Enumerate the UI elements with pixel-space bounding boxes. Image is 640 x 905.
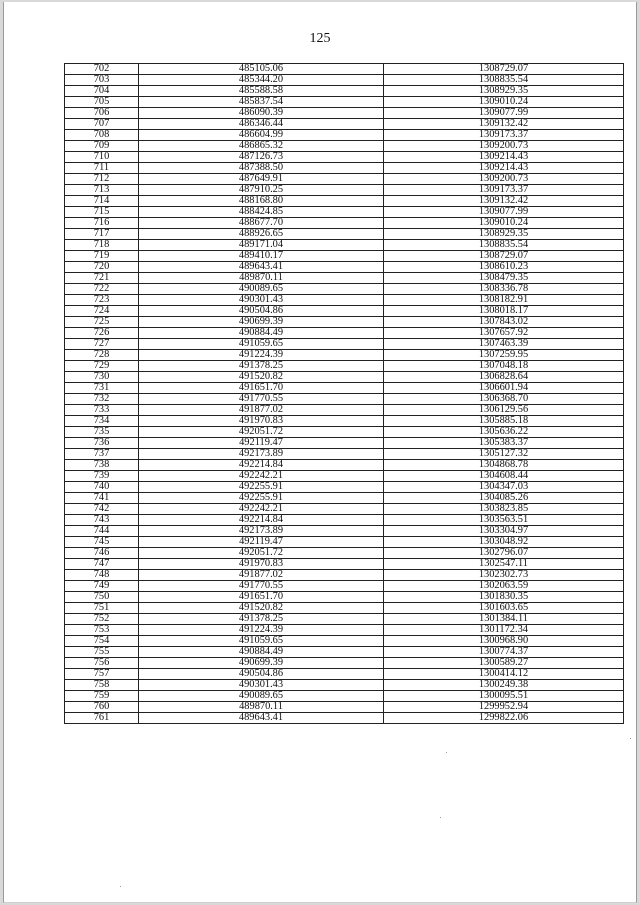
x-coordinate-cell: 491059.65	[139, 339, 384, 350]
table-row	[65, 493, 624, 504]
table-row	[65, 207, 624, 218]
y-coordinate-cell: 1308610.23	[384, 262, 624, 273]
scan-speck	[120, 886, 121, 887]
point-number-cell: 732	[65, 394, 139, 405]
table-row	[65, 174, 624, 185]
table-row	[65, 559, 624, 570]
point-number-cell: 719	[65, 251, 139, 262]
y-coordinate-cell: 1307843.02	[384, 317, 624, 328]
point-number-cell: 739	[65, 471, 139, 482]
y-coordinate-cell: 1304085.26	[384, 493, 624, 504]
point-number-cell: 744	[65, 526, 139, 537]
table-row	[65, 229, 624, 240]
x-coordinate-cell: 491651.70	[139, 592, 384, 603]
coordinates-table-body	[65, 64, 624, 724]
x-coordinate-cell: 492214.84	[139, 460, 384, 471]
x-coordinate-cell: 487649.91	[139, 174, 384, 185]
y-coordinate-cell: 1305383.37	[384, 438, 624, 449]
table-row	[65, 515, 624, 526]
table-row	[65, 361, 624, 372]
x-coordinate-cell: 492242.21	[139, 471, 384, 482]
document-page	[3, 2, 637, 903]
y-coordinate-cell: 1307048.18	[384, 361, 624, 372]
point-number-cell: 706	[65, 108, 139, 119]
x-coordinate-cell: 490301.43	[139, 295, 384, 306]
point-number-cell: 713	[65, 185, 139, 196]
x-coordinate-cell: 490089.65	[139, 691, 384, 702]
table-row	[65, 691, 624, 702]
x-coordinate-cell: 489643.41	[139, 713, 384, 724]
x-coordinate-cell: 486865.32	[139, 141, 384, 152]
table-row	[65, 141, 624, 152]
x-coordinate-cell: 491770.55	[139, 581, 384, 592]
x-coordinate-cell: 488926.65	[139, 229, 384, 240]
table-row	[65, 75, 624, 86]
y-coordinate-cell: 1302796.07	[384, 548, 624, 559]
table-row	[65, 317, 624, 328]
table-row	[65, 185, 624, 196]
x-coordinate-cell: 487388.50	[139, 163, 384, 174]
y-coordinate-cell: 1305127.32	[384, 449, 624, 460]
point-number-cell: 726	[65, 328, 139, 339]
x-coordinate-cell: 486346.44	[139, 119, 384, 130]
x-coordinate-cell: 491970.83	[139, 416, 384, 427]
x-coordinate-cell: 490699.39	[139, 317, 384, 328]
y-coordinate-cell: 1307259.95	[384, 350, 624, 361]
y-coordinate-cell: 1299952.94	[384, 702, 624, 713]
x-coordinate-cell: 492051.72	[139, 548, 384, 559]
y-coordinate-cell: 1305636.22	[384, 427, 624, 438]
y-coordinate-cell: 1303823.85	[384, 504, 624, 515]
point-number-cell: 722	[65, 284, 139, 295]
y-coordinate-cell: 1309214.43	[384, 163, 624, 174]
point-number-cell: 734	[65, 416, 139, 427]
point-number-cell: 750	[65, 592, 139, 603]
x-coordinate-cell: 490301.43	[139, 680, 384, 691]
x-coordinate-cell: 491877.02	[139, 405, 384, 416]
x-coordinate-cell: 492051.72	[139, 427, 384, 438]
x-coordinate-cell: 490699.39	[139, 658, 384, 669]
point-number-cell: 743	[65, 515, 139, 526]
y-coordinate-cell: 1309010.24	[384, 218, 624, 229]
point-number-cell: 747	[65, 559, 139, 570]
point-number-cell: 741	[65, 493, 139, 504]
point-number-cell: 718	[65, 240, 139, 251]
x-coordinate-cell: 491378.25	[139, 614, 384, 625]
x-coordinate-cell: 491970.83	[139, 559, 384, 570]
x-coordinate-cell: 486090.39	[139, 108, 384, 119]
x-coordinate-cell: 490504.86	[139, 669, 384, 680]
y-coordinate-cell: 1308018.17	[384, 306, 624, 317]
y-coordinate-cell: 1308336.78	[384, 284, 624, 295]
x-coordinate-cell: 490504.86	[139, 306, 384, 317]
x-coordinate-cell: 490089.65	[139, 284, 384, 295]
x-coordinate-cell: 485588.58	[139, 86, 384, 97]
y-coordinate-cell: 1306828.64	[384, 372, 624, 383]
point-number-cell: 748	[65, 570, 139, 581]
point-number-cell: 758	[65, 680, 139, 691]
point-number-cell: 759	[65, 691, 139, 702]
point-number-cell: 704	[65, 86, 139, 97]
point-number-cell: 729	[65, 361, 139, 372]
point-number-cell: 753	[65, 625, 139, 636]
table-row	[65, 273, 624, 284]
point-number-cell: 737	[65, 449, 139, 460]
point-number-cell: 720	[65, 262, 139, 273]
table-row	[65, 240, 624, 251]
point-number-cell: 717	[65, 229, 139, 240]
x-coordinate-cell: 491520.82	[139, 603, 384, 614]
table-row	[65, 460, 624, 471]
y-coordinate-cell: 1307657.92	[384, 328, 624, 339]
table-row	[65, 394, 624, 405]
y-coordinate-cell: 1300249.38	[384, 680, 624, 691]
table-row	[65, 196, 624, 207]
x-coordinate-cell: 489870.11	[139, 273, 384, 284]
x-coordinate-cell: 490884.49	[139, 647, 384, 658]
table-row	[65, 427, 624, 438]
x-coordinate-cell: 492119.47	[139, 438, 384, 449]
point-number-cell: 723	[65, 295, 139, 306]
table-row	[65, 86, 624, 97]
y-coordinate-cell: 1300774.37	[384, 647, 624, 658]
point-number-cell: 716	[65, 218, 139, 229]
y-coordinate-cell: 1309200.73	[384, 174, 624, 185]
x-coordinate-cell: 492173.89	[139, 449, 384, 460]
point-number-cell: 703	[65, 75, 139, 86]
y-coordinate-cell: 1309214.43	[384, 152, 624, 163]
point-number-cell: 751	[65, 603, 139, 614]
y-coordinate-cell: 1308835.54	[384, 240, 624, 251]
point-number-cell: 702	[65, 64, 139, 75]
x-coordinate-cell: 485837.54	[139, 97, 384, 108]
y-coordinate-cell: 1309200.73	[384, 141, 624, 152]
point-number-cell: 754	[65, 636, 139, 647]
point-number-cell: 740	[65, 482, 139, 493]
point-number-cell: 742	[65, 504, 139, 515]
table-row	[65, 163, 624, 174]
point-number-cell: 756	[65, 658, 139, 669]
y-coordinate-cell: 1301603.65	[384, 603, 624, 614]
point-number-cell: 731	[65, 383, 139, 394]
point-number-cell: 721	[65, 273, 139, 284]
y-coordinate-cell: 1308479.35	[384, 273, 624, 284]
table-row	[65, 108, 624, 119]
y-coordinate-cell: 1306129.56	[384, 405, 624, 416]
point-number-cell: 752	[65, 614, 139, 625]
y-coordinate-cell: 1303304.97	[384, 526, 624, 537]
point-number-cell: 745	[65, 537, 139, 548]
y-coordinate-cell: 1308182.91	[384, 295, 624, 306]
table-row	[65, 295, 624, 306]
x-coordinate-cell: 488168.80	[139, 196, 384, 207]
x-coordinate-cell: 487910.25	[139, 185, 384, 196]
point-number-cell: 761	[65, 713, 139, 724]
table-row	[65, 372, 624, 383]
table-row	[65, 64, 624, 75]
y-coordinate-cell: 1304868.78	[384, 460, 624, 471]
y-coordinate-cell: 1308729.07	[384, 251, 624, 262]
point-number-cell: 760	[65, 702, 139, 713]
x-coordinate-cell: 491770.55	[139, 394, 384, 405]
y-coordinate-cell: 1305885.18	[384, 416, 624, 427]
table-row	[65, 152, 624, 163]
x-coordinate-cell: 491651.70	[139, 383, 384, 394]
x-coordinate-cell: 485344.20	[139, 75, 384, 86]
table-row	[65, 449, 624, 460]
x-coordinate-cell: 487126.73	[139, 152, 384, 163]
table-row	[65, 251, 624, 262]
x-coordinate-cell: 489410.17	[139, 251, 384, 262]
y-coordinate-cell: 1309132.42	[384, 196, 624, 207]
table-row	[65, 350, 624, 361]
y-coordinate-cell: 1309010.24	[384, 97, 624, 108]
y-coordinate-cell: 1309173.37	[384, 130, 624, 141]
point-number-cell: 707	[65, 119, 139, 130]
table-row	[65, 548, 624, 559]
table-row	[65, 416, 624, 427]
table-row	[65, 526, 624, 537]
x-coordinate-cell: 492255.91	[139, 493, 384, 504]
y-coordinate-cell: 1302547.11	[384, 559, 624, 570]
table-row	[65, 592, 624, 603]
table-row	[65, 97, 624, 108]
x-coordinate-cell: 492255.91	[139, 482, 384, 493]
x-coordinate-cell: 489171.04	[139, 240, 384, 251]
table-row	[65, 383, 624, 394]
y-coordinate-cell: 1306368.70	[384, 394, 624, 405]
x-coordinate-cell: 491224.39	[139, 350, 384, 361]
scan-speck	[440, 817, 441, 818]
point-number-cell: 755	[65, 647, 139, 658]
point-number-cell: 738	[65, 460, 139, 471]
point-number-cell: 749	[65, 581, 139, 592]
point-number-cell: 736	[65, 438, 139, 449]
table-row	[65, 438, 624, 449]
y-coordinate-cell: 1304347.03	[384, 482, 624, 493]
point-number-cell: 715	[65, 207, 139, 218]
x-coordinate-cell: 489870.11	[139, 702, 384, 713]
point-number-cell: 708	[65, 130, 139, 141]
table-row	[65, 570, 624, 581]
table-row	[65, 647, 624, 658]
table-row	[65, 702, 624, 713]
table-row	[65, 119, 624, 130]
y-coordinate-cell: 1301172.34	[384, 625, 624, 636]
table-row	[65, 339, 624, 350]
point-number-cell: 710	[65, 152, 139, 163]
x-coordinate-cell: 486604.99	[139, 130, 384, 141]
table-row	[65, 130, 624, 141]
point-number-cell: 724	[65, 306, 139, 317]
point-number-cell: 712	[65, 174, 139, 185]
x-coordinate-cell: 490884.49	[139, 328, 384, 339]
y-coordinate-cell: 1300414.12	[384, 669, 624, 680]
x-coordinate-cell: 492119.47	[139, 537, 384, 548]
table-row	[65, 625, 624, 636]
scan-speck	[630, 738, 631, 739]
x-coordinate-cell: 488677.70	[139, 218, 384, 229]
y-coordinate-cell: 1309077.99	[384, 108, 624, 119]
point-number-cell: 733	[65, 405, 139, 416]
y-coordinate-cell: 1304608.44	[384, 471, 624, 482]
table-row	[65, 581, 624, 592]
table-row	[65, 262, 624, 273]
y-coordinate-cell: 1308929.35	[384, 229, 624, 240]
coordinates-table	[64, 63, 624, 724]
table-row	[65, 328, 624, 339]
y-coordinate-cell: 1307463.39	[384, 339, 624, 350]
y-coordinate-cell: 1303563.51	[384, 515, 624, 526]
table-row	[65, 636, 624, 647]
point-number-cell: 730	[65, 372, 139, 383]
y-coordinate-cell: 1309132.42	[384, 119, 624, 130]
point-number-cell: 746	[65, 548, 139, 559]
point-number-cell: 709	[65, 141, 139, 152]
x-coordinate-cell: 492214.84	[139, 515, 384, 526]
y-coordinate-cell: 1303048.92	[384, 537, 624, 548]
x-coordinate-cell: 491520.82	[139, 372, 384, 383]
page-number: 125	[309, 31, 331, 46]
table-row	[65, 306, 624, 317]
table-row	[65, 658, 624, 669]
table-row	[65, 471, 624, 482]
table-row	[65, 537, 624, 548]
point-number-cell: 735	[65, 427, 139, 438]
point-number-cell: 714	[65, 196, 139, 207]
x-coordinate-cell: 485105.06	[139, 64, 384, 75]
table-row	[65, 504, 624, 515]
x-coordinate-cell: 492173.89	[139, 526, 384, 537]
y-coordinate-cell: 1300095.51	[384, 691, 624, 702]
point-number-cell: 728	[65, 350, 139, 361]
table-row	[65, 614, 624, 625]
table-row	[65, 284, 624, 295]
x-coordinate-cell: 489643.41	[139, 262, 384, 273]
y-coordinate-cell: 1302063.59	[384, 581, 624, 592]
point-number-cell: 705	[65, 97, 139, 108]
y-coordinate-cell: 1308729.07	[384, 64, 624, 75]
table-row	[65, 218, 624, 229]
x-coordinate-cell: 491378.25	[139, 361, 384, 372]
x-coordinate-cell: 488424.85	[139, 207, 384, 218]
y-coordinate-cell: 1299822.06	[384, 713, 624, 724]
x-coordinate-cell: 491059.65	[139, 636, 384, 647]
x-coordinate-cell: 491224.39	[139, 625, 384, 636]
point-number-cell: 725	[65, 317, 139, 328]
x-coordinate-cell: 492242.21	[139, 504, 384, 515]
scan-speck	[446, 752, 447, 753]
y-coordinate-cell: 1301384.11	[384, 614, 624, 625]
y-coordinate-cell: 1300968.90	[384, 636, 624, 647]
y-coordinate-cell: 1309173.37	[384, 185, 624, 196]
table-row	[65, 603, 624, 614]
table-row	[65, 669, 624, 680]
y-coordinate-cell: 1308929.35	[384, 86, 624, 97]
y-coordinate-cell: 1308835.54	[384, 75, 624, 86]
table-row	[65, 482, 624, 493]
point-number-cell: 757	[65, 669, 139, 680]
table-row	[65, 405, 624, 416]
table-row	[65, 680, 624, 691]
point-number-cell: 727	[65, 339, 139, 350]
y-coordinate-cell: 1302302.73	[384, 570, 624, 581]
y-coordinate-cell: 1301830.35	[384, 592, 624, 603]
y-coordinate-cell: 1309077.99	[384, 207, 624, 218]
table-row	[65, 713, 624, 724]
x-coordinate-cell: 491877.02	[139, 570, 384, 581]
y-coordinate-cell: 1300589.27	[384, 658, 624, 669]
point-number-cell: 711	[65, 163, 139, 174]
y-coordinate-cell: 1306601.94	[384, 383, 624, 394]
